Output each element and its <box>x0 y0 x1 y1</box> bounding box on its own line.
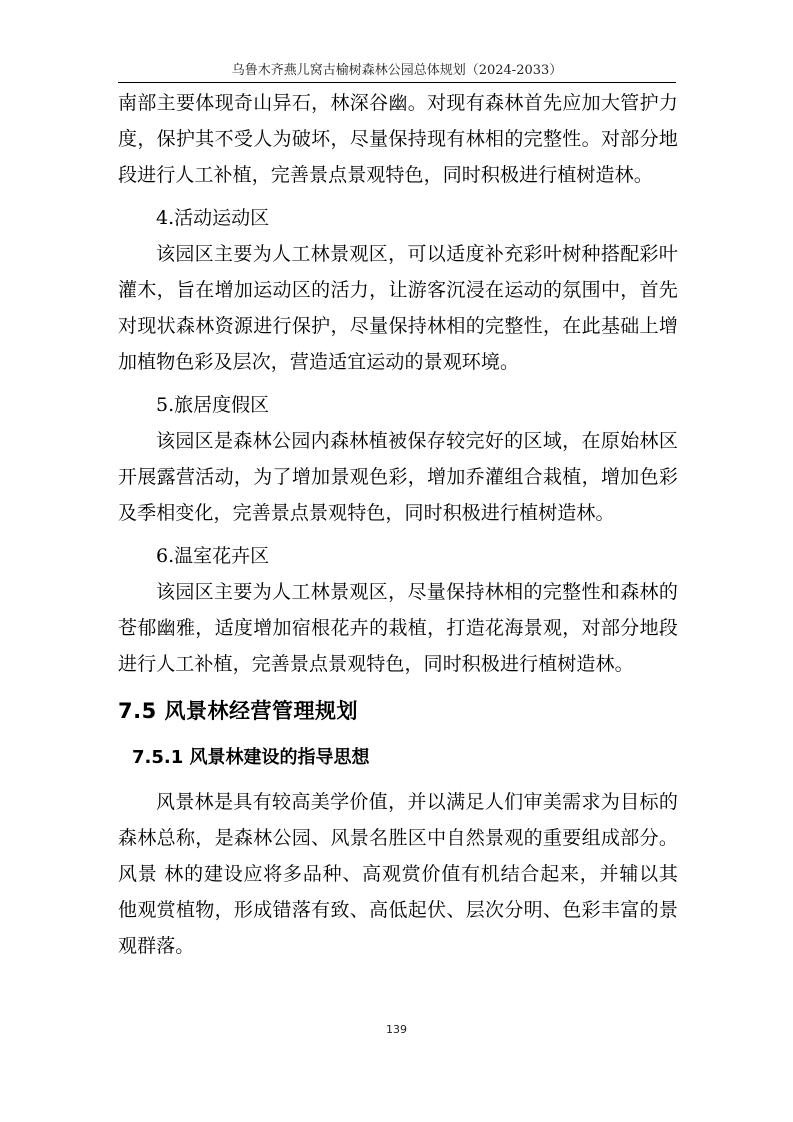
item-4-text: 该园区主要为人工林景观区，可以适度补充彩叶树种搭配彩叶灌木，旨在增加运动区的活力，让游客沉浸在运动的氛围中，首先对现状森林资源进行保护，尽量保持林相的完整性，在此基础上增加植物色彩及层次，营造适宜运动的景观环境。 <box>118 243 678 373</box>
spacer <box>118 380 678 387</box>
item-5-title: 5.旅居度假区 <box>156 394 270 416</box>
running-header: 乌鲁木齐燕儿窝古榆树森林公园总体规划（2024-2033） <box>231 63 563 78</box>
page-content <box>118 85 678 964</box>
item-6-title: 6.温室花卉区 <box>156 545 270 567</box>
subsection-title: 7.5.1 风景林建设的指导思想 <box>132 747 370 768</box>
header-rule <box>118 82 676 83</box>
spacer <box>118 531 678 538</box>
paragraph-scenic-forest: 风景林是具有较高美学价值，并以满足人们审美需求为目标的森林总称，是森林公园、风景名胜区中自然景观的重要组成部分。风景 林的建设应将多品种、高观赏价值有机结合起来，并辅以其他观赏植物，形成错落有致、高低起伏、层次分明、色彩丰富的景观群落。 <box>118 791 678 957</box>
item-6-text: 该园区主要为人工林景观区，尽量保持林相的完整性和森林的苍郁幽雅，适度增加宿根花卉的栽植，打造花海景观，对部分地段进行人工补植，完善景点景观特色，同时积极进行植树造林。 <box>118 581 678 675</box>
page-number: 139 <box>386 1023 407 1036</box>
item-5-text: 该园区是森林公园内森林植被保存较完好的区域，在原始林区开展露营活动，为了增加景观色彩，增加乔灌组合栽植，增加色彩及季相变化，完善景点景观特色，同时积极进行植树造林。 <box>118 430 678 524</box>
section-title: 7.5 风景林经营管理规划 <box>118 699 359 723</box>
paragraph-south-area: 南部主要体现奇山异石，林深谷幽。对现有森林首先应加大管护力度，保护其不受人为破坏，尽量保持现有林相的完整性。对部分地段进行人工补植，完善景点景观特色，同时积极进行植树造林。 <box>118 92 678 186</box>
spacer <box>118 193 678 200</box>
item-4-title: 4.活动运动区 <box>156 207 270 229</box>
